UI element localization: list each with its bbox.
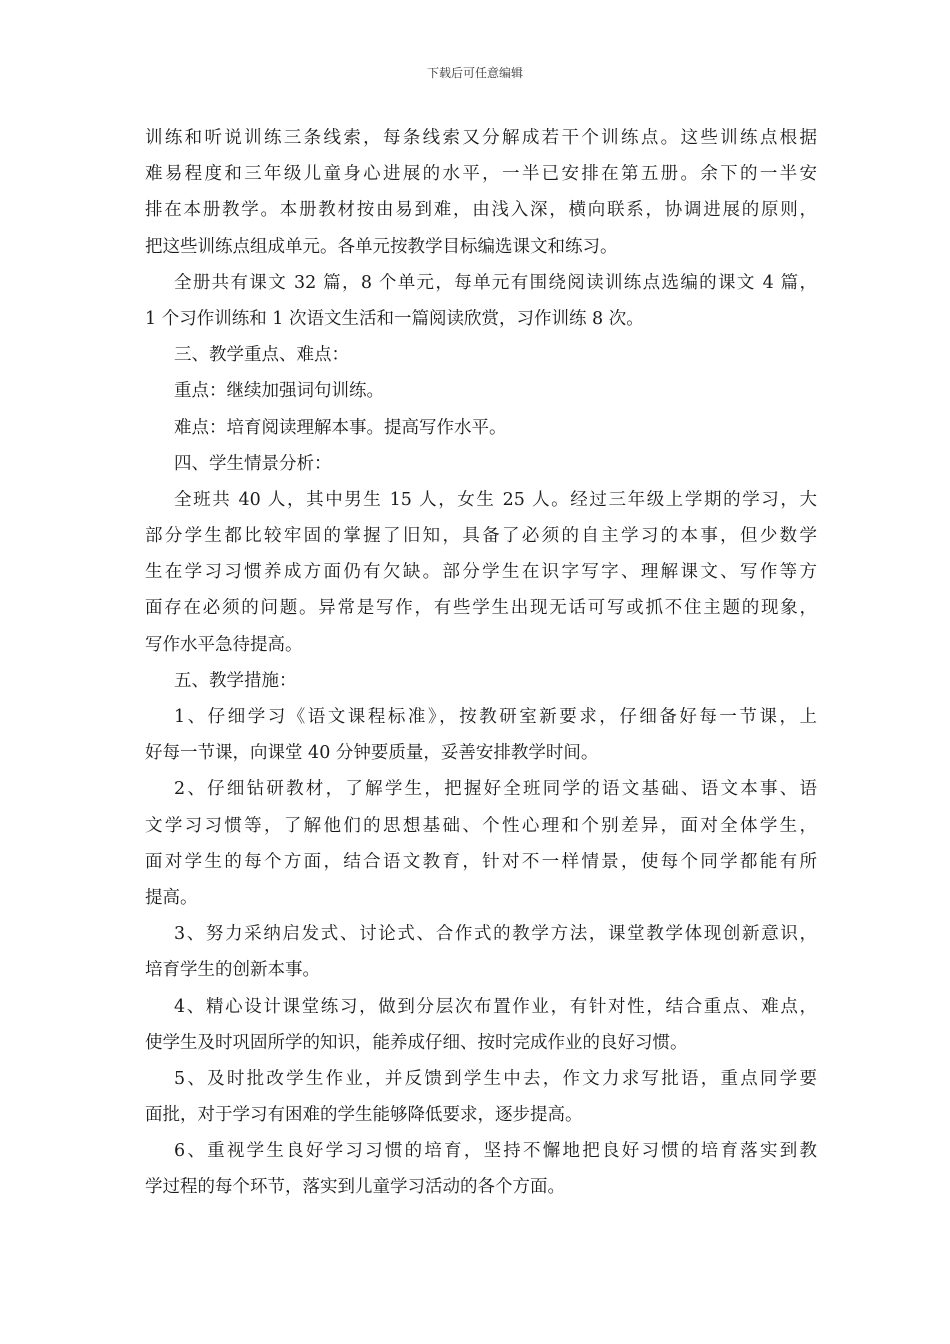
- text-line: 全班共 40 人，其中男生 15 人，女生 25 人。经过三年级上学期的学习，大: [174, 489, 817, 510]
- text-line: 5、及时批改学生作业，并反馈到学生中去，作文力求写批语，重点同学要: [174, 1068, 817, 1089]
- text-line: 使学生及时巩固所学的知识，能养成仔细、按时完成作业的良好习惯。: [145, 1032, 688, 1053]
- text-line: 全册共有课文 32 篇，8 个单元，每单元有围绕阅读训练点选编的课文 4 篇，: [174, 272, 817, 293]
- text-line: 五、教学措施：: [174, 670, 297, 691]
- text-line: 部分学生都比较牢固的掌握了旧知，具备了必须的自主学习的本事，但少数学: [145, 526, 817, 547]
- text-line: 3、努力采纳启发式、讨论式、合作式的教学方法，课堂教学体现创新意识，: [174, 924, 817, 945]
- text-line: 1、仔细学习《语文课程标准》，按教研室新要求，仔细备好每一节课，上: [174, 707, 817, 727]
- text-line: 排在本册教学。本册教材按由易到难，由浅入深，横向联系，协调进展的原则，: [145, 200, 817, 221]
- page-header: 下载后可任意编辑: [426, 66, 523, 80]
- text-line: 学过程的每个环节，落实到儿童学习活动的各个方面。: [145, 1177, 565, 1198]
- text-line: 四、学生情景分析：: [174, 453, 332, 474]
- text-line: 2、仔细钻研教材，了解学生，把握好全班同学的语文基础、语文本事、语: [174, 779, 817, 800]
- text-line: 好每一节课，向课堂 40 分钟要质量，妥善安排教学时间。: [145, 743, 599, 764]
- text-line: 面存在必须的问题。异常是写作，有些学生出现无话可写或抓不住主题的现象，: [145, 598, 817, 619]
- text-line: 训练和听说训练三条线索，每条线索又分解成若干个训练点。这些训练点根据: [145, 128, 817, 148]
- text-line: 难易程度和三年级儿童身心进展的水平，一半已安排在第五册。余下的一半安: [145, 164, 817, 185]
- text-line: 面对学生的每个方面，结合语文教育，针对不一样情景，使每个同学都能有所: [145, 851, 817, 872]
- document-body: [145, 120, 817, 1206]
- text-line: 写作水平急待提高。: [145, 634, 303, 655]
- text-line: 1 个习作训练和 1 次语文生活和一篇阅读欣赏，习作训练 8 次。: [145, 308, 644, 329]
- text-line: 生在学习习惯养成方面仍有欠缺。部分学生在识字写字、理解课文、写作等方: [145, 562, 817, 583]
- text-line: 文学习习惯等，了解他们的思想基础、个性心理和个别差异，面对全体学生，: [145, 815, 817, 836]
- text-line: 6、重视学生良好学习习惯的培育，坚持不懈地把良好习惯的培育落实到教: [174, 1141, 817, 1162]
- text-line: 把这些训练点组成单元。各单元按教学目标编选课文和练习。: [145, 236, 618, 257]
- text-line: 难点：培育阅读理解本事。提高写作水平。: [174, 417, 507, 438]
- text-line: 4、精心设计课堂练习，做到分层次布置作业，有针对性，结合重点、难点，: [174, 996, 817, 1017]
- text-line: 重点：继续加强词句训练。: [174, 381, 384, 402]
- text-line: 面批，对于学习有困难的学生能够降低要求，逐步提高。: [145, 1105, 583, 1126]
- text-line: 培育学生的创新本事。: [145, 960, 320, 981]
- text-line: 三、教学重点、难点：: [174, 345, 349, 366]
- text-line: 提高。: [145, 887, 198, 908]
